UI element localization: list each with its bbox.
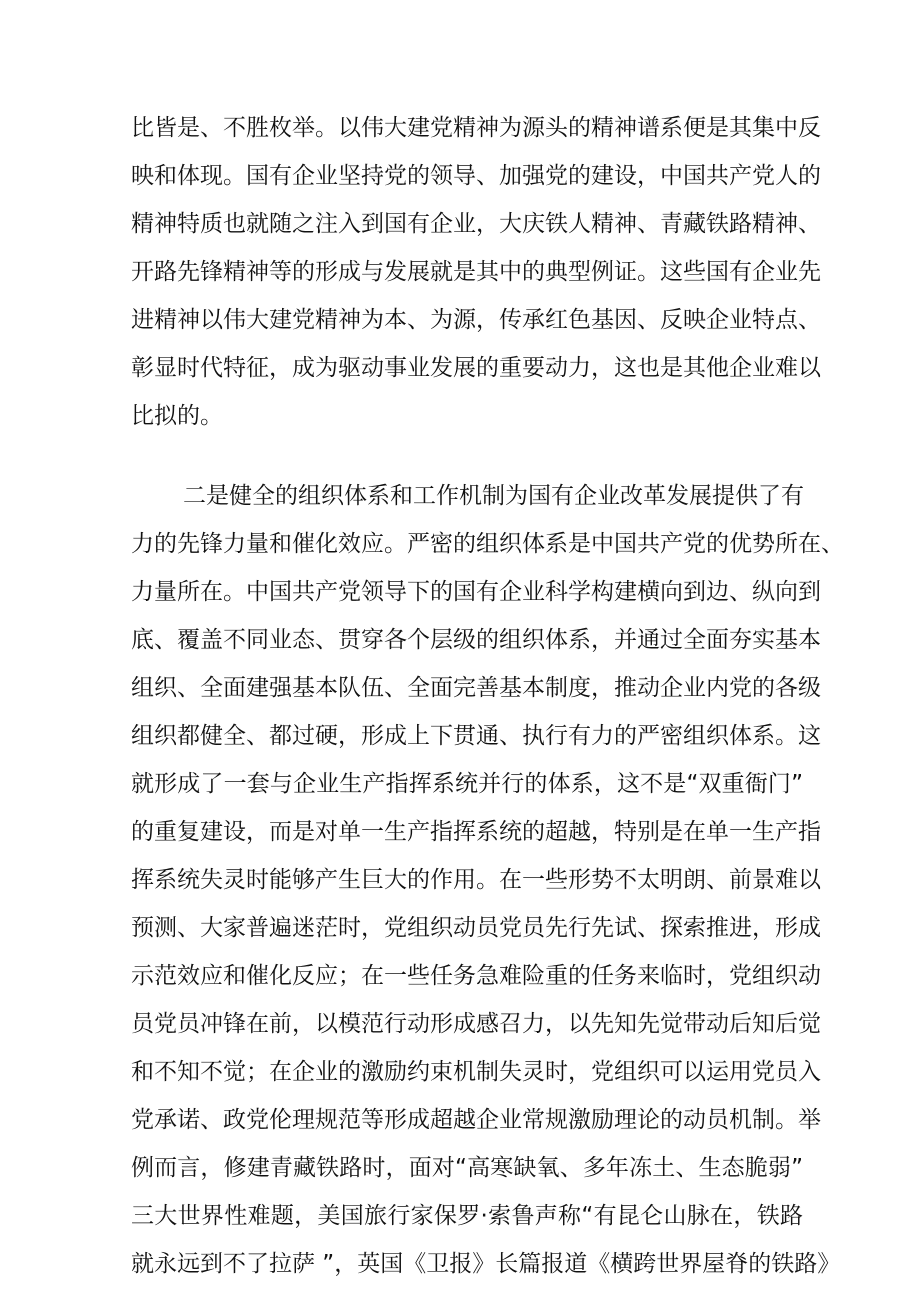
paragraph-2-line-7: 就形成了一套与企业生产指挥系统并行的体系，这不是“双重衙门”	[131, 771, 803, 797]
paragraph-2-line-8: 的重复建设，而是对单一生产指挥系统的超越，特别是在单一生产指	[131, 819, 821, 845]
paragraph-2-line-10: 预测、大家普遍迷茫时，党组织动员党员先行先试、探索推进，形成	[131, 915, 821, 941]
paragraph-1-line-2: 映和体现。国有企业坚持党的领导、加强党的建设，中国共产党人的	[131, 163, 821, 189]
paragraph-1-line-6: 彰显时代特征，成为驱动事业发展的重要动力，这也是其他企业难以	[131, 355, 821, 381]
paragraph-1-line-5: 进精神以伟大建党精神为本、为源，传承红色基因、反映企业特点、	[131, 307, 821, 333]
paragraph-2-line-9: 挥系统失灵时能够产生巨大的作用。在一些形势不太明朗、前景难以	[131, 867, 821, 893]
paragraph-2-line-11: 示范效应和催化反应；在一些任务急难险重的任务来临时，党组织动	[131, 963, 821, 989]
paragraph-1-line-4: 开路先锋精神等的形成与发展就是其中的典型例证。这些国有企业先	[131, 259, 821, 285]
paragraph-2-line-15: 例而言，修建青藏铁路时，面对“高寒缺氧、多年冻土、生态脆弱”	[131, 1155, 803, 1181]
paragraph-1-line-7: 比拟的。	[131, 403, 223, 429]
paragraph-2-line-5: 组织、全面建强基本队伍、全面完善基本制度，推动企业内党的各级	[131, 675, 821, 701]
paragraph-2-line-13: 和不知不觉；在企业的激励约束机制失灵时，党组织可以运用党员入	[131, 1059, 821, 1085]
paragraph-2-line-17: 就永远到不了拉萨 ”，英国《卫报》长篇报道《横跨世界屋脊的铁路》	[131, 1251, 841, 1277]
paragraph-2-line-6: 组织都健全、都过硬，形成上下贯通、执行有力的严密组织体系。这	[131, 723, 821, 749]
paragraph-2-line-2: 力的先锋力量和催化效应。严密的组织体系是中国共产党的优势所在、	[131, 531, 844, 557]
paragraph-1-line-3: 精神特质也就随之注入到国有企业，大庆铁人精神、青藏铁路精神、	[131, 211, 821, 237]
paragraph-2-line-3: 力量所在。中国共产党领导下的国有企业科学构建横向到边、纵向到	[131, 579, 821, 605]
paragraph-2-line-1: 二是健全的组织体系和工作机制为国有企业改革发展提供了有	[183, 483, 804, 509]
paragraph-2-line-12: 员党员冲锋在前，以模范行动形成感召力，以先知先觉带动后知后觉	[131, 1011, 821, 1037]
paragraph-1-line-1: 比皆是、不胜枚举。以伟大建党精神为源头的精神谱系便是其集中反	[131, 115, 821, 141]
paragraph-2-line-14: 党承诺、政党伦理规范等形成超越企业常规激励理论的动员机制。举	[131, 1107, 821, 1133]
paragraph-2-line-16: 三大世界性难题，美国旅行家保罗·索鲁声称“有昆仑山脉在，铁路	[131, 1203, 803, 1229]
paragraph-2-line-4: 底、覆盖不同业态、贯穿各个层级的组织体系，并通过全面夯实基本	[131, 627, 821, 653]
